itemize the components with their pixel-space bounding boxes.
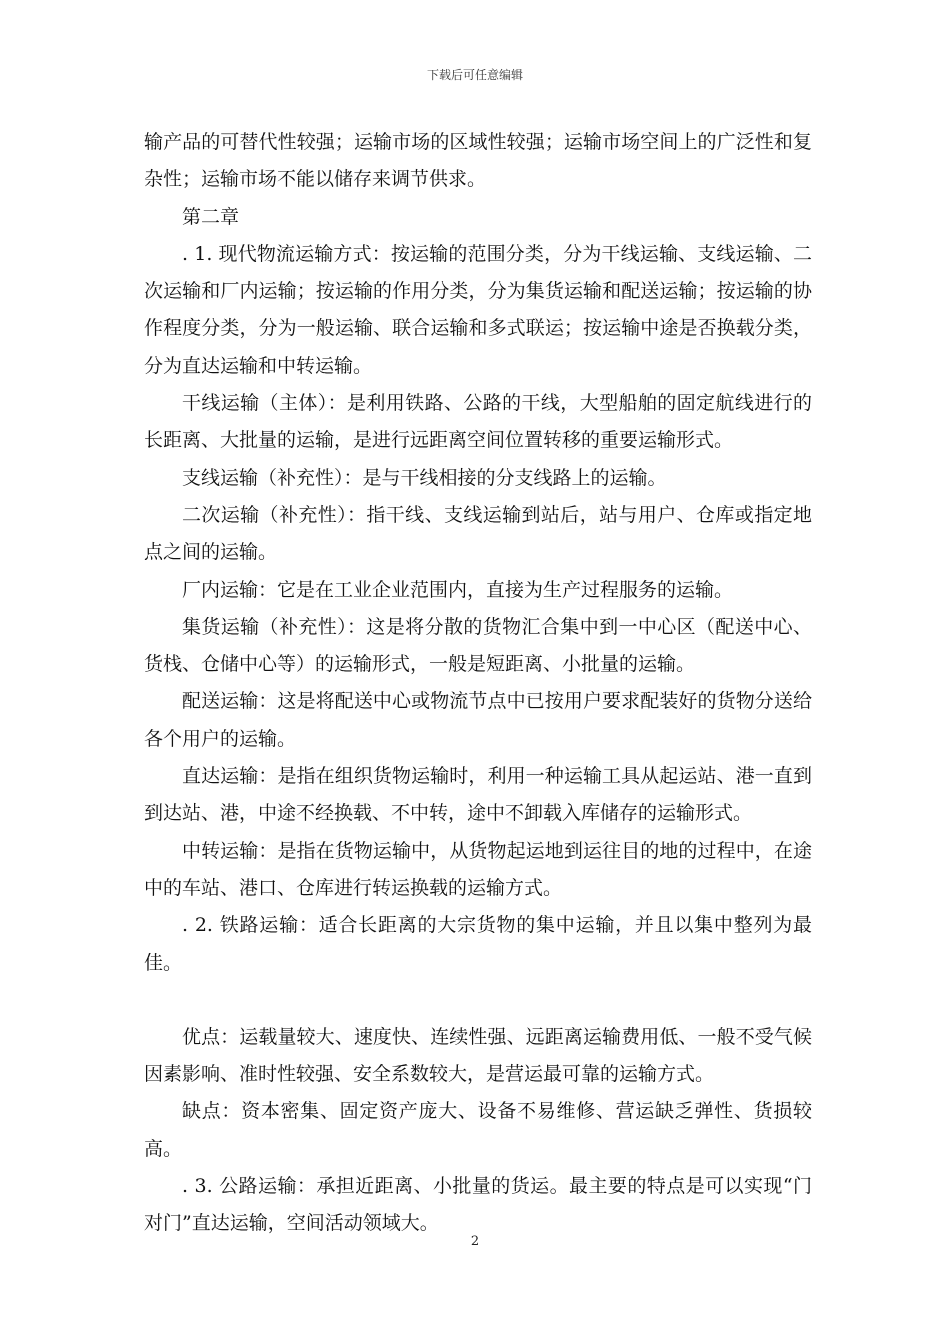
paragraph-direct-transport: 直达运输：是指在组织货物运输时，利用一种运输工具从起运站、港一直到到达站、港，中途不经换载、不中转，途中不卸载入库储存的运输形式。 (144, 765, 812, 825)
paragraph-road-transport: . 3. 公路运输：承担近距离、小批量的货运。最主要的特点是可以实现“门对门”直达运输，空间活动领域大。 (144, 1175, 812, 1235)
paragraph-collection-transport: 集货运输（补充性）：这是将分散的货物汇合集中到一中心区（配送中心、货栈、仓储中心等）的运输形式，一般是短距离、小批量的运输。 (144, 615, 812, 676)
chapter-heading: 第二章 (182, 205, 240, 228)
blank-line (144, 982, 812, 1019)
paragraph-railway-transport: . 2. 铁路运输：适合长距离的大宗货物的集中运输，并且以集中整列为最佳。 (144, 914, 812, 974)
paragraph-railway-advantages: 优点：运载量较大、速度快、连续性强、远距离运输费用低、一般不受气候因素影响、准时性较强、安全系数较大，是营运最可靠的运输方式。 (144, 1025, 812, 1086)
page-header: 下载后可任意编辑 (426, 68, 523, 82)
paragraph-branch-transport: 支线运输（补充性）：是与干线相接的分支线路上的运输。 (182, 466, 667, 489)
paragraph-trunk-transport: 干线运输（主体）：是利用铁路、公路的干线，大型船舶的固定航线进行的长距离、大批量的运输，是进行远距离空间位置转移的重要运输形式。 (144, 392, 812, 452)
paragraph-transfer-transport: 中转运输：是指在货物运输中，从货物起运地到运往目的地的过程中，在途中的车站、港口、仓库进行转运换载的运输方式。 (144, 839, 812, 899)
paragraph-railway-disadvantages: 缺点：资本密集、固定资产庞大、设备不易维修、营运缺乏弹性、货损较高。 (144, 1100, 812, 1160)
document-body (144, 124, 812, 1243)
paragraph-transport-modes: . 1. 现代物流运输方式：按运输的范围分类，分为干线运输、支线运输、二次运输和厂内运输；按运输的作用分类，分为集货运输和配送运输；按运输的协作程度分类，分为一般运输、联合运输和多式联运；按运输中途是否换载分类，分为直达运输和中转运输。 (144, 242, 812, 377)
paragraph-in-plant-transport: 厂内运输：它是在工业企业范围内，直接为生产过程服务的运输。 (182, 578, 734, 601)
paragraph-continuation: 输产品的可替代性较强；运输市场的区域性较强；运输市场空间上的广泛性和复杂性；运输市场不能以储存来调节供求。 (144, 131, 812, 191)
paragraph-secondary-transport: 二次运输（补充性）：指干线、支线运输到站后，站与用户、仓库或指定地点之间的运输。 (144, 503, 812, 564)
paragraph-delivery-transport: 配送运输：这是将配送中心或物流节点中已按用户要求配装好的货物分送给各个用户的运输。 (144, 690, 812, 750)
page-number: 2 (470, 1234, 480, 1249)
